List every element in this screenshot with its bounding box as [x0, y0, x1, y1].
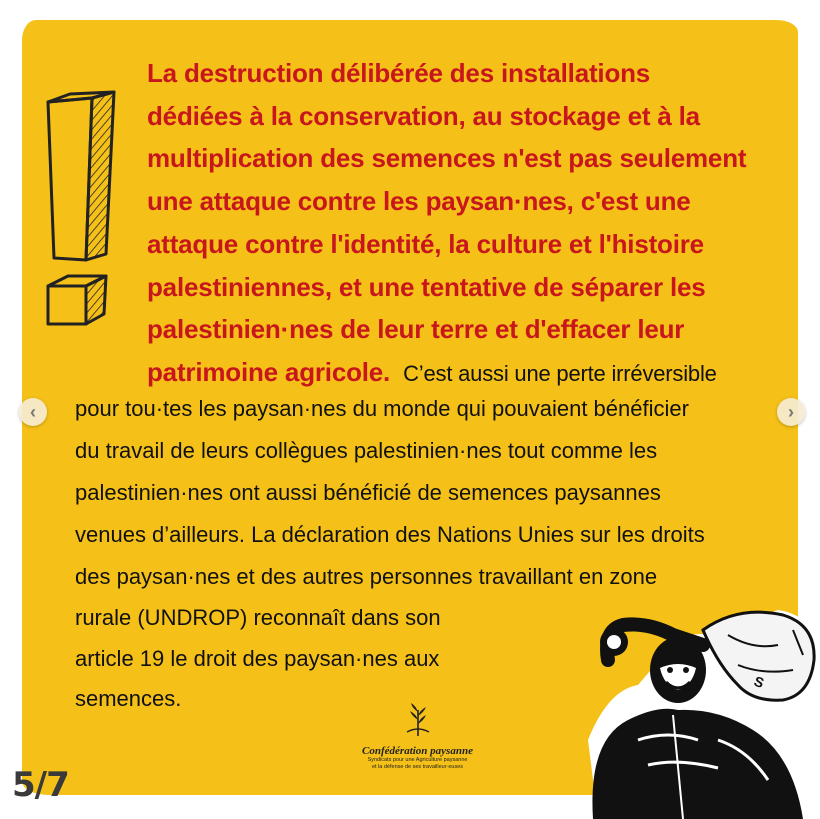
headline	[147, 52, 787, 396]
chevron-left-icon: ‹	[30, 402, 36, 422]
body-line: rurale (UNDROP) reconnaît dans son	[75, 605, 441, 630]
farmer-illustration	[578, 590, 820, 819]
body-line: du travail de leurs collègues palestinien·nes tout comme les	[75, 438, 658, 463]
confederation-paysanne-logo	[355, 702, 480, 782]
headline-line: attaque contre l'identité, la culture et l'histoire	[147, 228, 704, 259]
body-first-line: C’est aussi une perte irréversible	[403, 360, 717, 386]
headline-line: palestiniennes, et une tentative de séparer les	[147, 271, 706, 302]
body-line: pour tou·tes les paysan·nes du monde qui pouvaient bénéficier	[75, 396, 689, 421]
headline-line: multiplication des semences n'est pas seulement	[147, 143, 747, 174]
page-indicator: 5/7	[12, 765, 69, 805]
logo-name: Confédération paysanne	[362, 745, 473, 757]
body-line: semences.	[75, 686, 182, 711]
logo-tagline: Syndicats pour une Agriculture paysanne	[367, 757, 468, 763]
exclamation-icon	[40, 88, 120, 333]
body-line: article 19 le droit des paysan·nes aux	[75, 646, 440, 671]
body-line: palestinien·nes ont aussi bénéficié de semences paysannes	[75, 480, 661, 505]
wheat-icon	[403, 702, 433, 738]
headline-line: dédiées à la conservation, au stockage et à la	[147, 100, 700, 131]
body-line: venues d’ailleurs. La déclaration des Nations Unies sur les droits	[75, 522, 705, 547]
logo-tagline: et la défense de ses travailleur·euses	[371, 764, 464, 770]
headline-line: palestinien·nes de leur terre et d'effacer leur	[147, 314, 685, 345]
carousel-prev-button[interactable]	[19, 398, 47, 426]
headline-last: patrimoine agricole.	[147, 356, 391, 387]
headline-line: La destruction délibérée des installations	[147, 58, 651, 88]
chevron-right-icon: ›	[788, 402, 794, 422]
body-line: des paysan·nes et des autres personnes travaillant en zone	[75, 564, 658, 589]
svg-text:S: S	[751, 672, 767, 692]
carousel-next-button[interactable]	[777, 398, 805, 426]
headline-line: une attaque contre les paysan·nes, c'est une	[147, 186, 691, 217]
